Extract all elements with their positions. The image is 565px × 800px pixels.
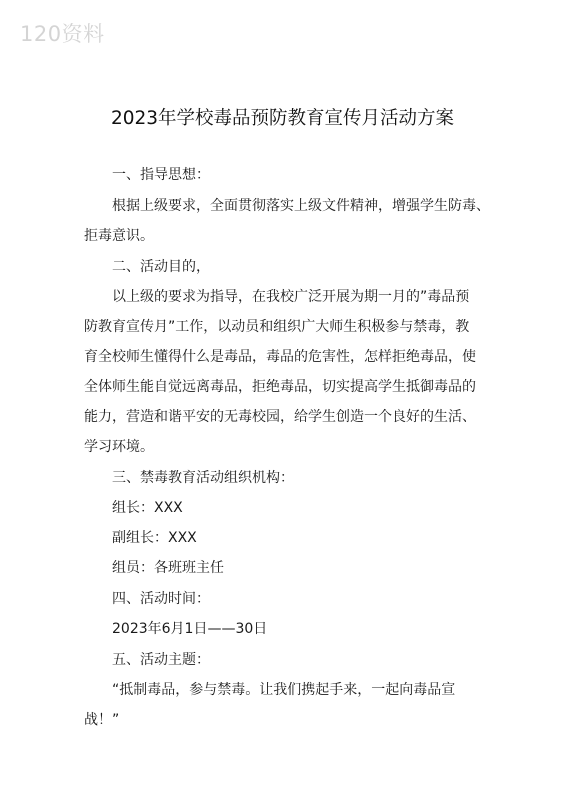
paragraph-line: 能力，营造和谐平安的无毒校园，给学生创造一个良好的生活、 [84, 409, 476, 425]
paragraph-line: “抵制毒品，参与禁毒。让我们携起手来，一起向毒品宣 [112, 682, 456, 698]
activity-time: 2023年6月1日——30日 [112, 621, 268, 637]
document-title: 2023年学校毒品预防教育宣传月活动方案 [110, 108, 455, 129]
section-heading-1: 一、指导思想： [112, 167, 210, 183]
watermark: 120资料 [20, 22, 105, 46]
paragraph-line: 防教育宣传月”工作，以动员和组织广大师生积极参与禁毒，教 [84, 319, 470, 335]
paragraph-line: 战！” [84, 712, 120, 728]
section-heading-2: 二、活动目的， [112, 259, 210, 275]
paragraph-line: 学习环境。 [84, 439, 154, 455]
section-heading-4: 四、活动时间： [112, 591, 210, 607]
paragraph-line: 以上级的要求为指导，在我校广泛开展为期一月的”毒品预 [112, 289, 470, 305]
org-item-members: 组员：各班班主任 [112, 560, 224, 576]
section-heading-5: 五、活动主题： [112, 652, 210, 668]
paragraph-line: 育全校师生懂得什么是毒品，毒品的危害性，怎样拒绝毒品，使 [84, 349, 476, 365]
org-item-leader: 组长：XXX [112, 500, 183, 516]
section-heading-3: 三、禁毒教育活动组织机构： [112, 470, 294, 486]
org-item-deputy: 副组长：XXX [112, 530, 197, 546]
paragraph-line: 拒毒意识。 [84, 228, 154, 244]
paragraph-line: 根据上级要求，全面贯彻落实上级文件精神，增强学生防毒、 [112, 198, 490, 214]
paragraph-line: 全体师生能自觉远离毒品，拒绝毒品，切实提高学生抵御毒品的 [84, 379, 476, 395]
